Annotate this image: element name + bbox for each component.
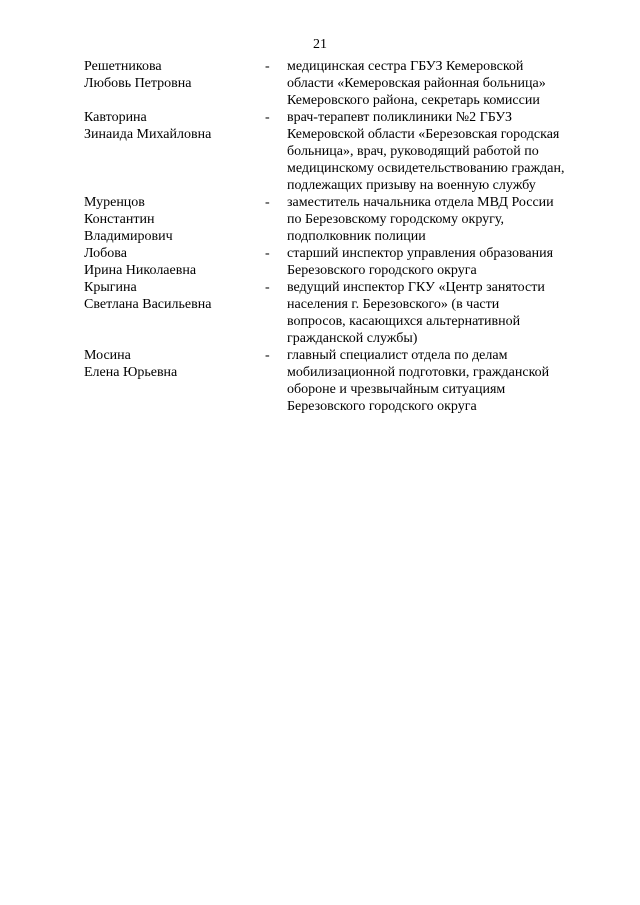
member-name: Лобова Ирина Николаевна (84, 246, 197, 278)
member-position: медицинская сестра ГБУЗ Кемеровской области «Кемеровская районная больница» Кемеровского района, секретарь комиссии (287, 59, 546, 108)
member-name: Крыгина Светлана Васильевна (84, 280, 212, 312)
member-name: Муренцов Константин Владимирович (84, 195, 173, 244)
member-entry (0, 58, 640, 109)
separator-dash: - (265, 348, 270, 363)
separator-dash: - (265, 246, 270, 261)
member-position: врач-терапевт поликлиники №2 ГБУЗ Кемеровской области «Березовская городская больница», врач, руководящий работой по медицинскому освидетельствованию граждан, подлежащих призыву на военную службу (287, 110, 565, 193)
member-position: заместитель начальника отдела МВД России по Березовскому городскому округу, подполковник полиции (287, 195, 554, 244)
member-entry (0, 245, 640, 279)
member-position: ведущий инспектор ГКУ «Центр занятости населения г. Березовского» (в части вопросов, касающихся альтернативной гражданской службы) (287, 280, 545, 346)
separator-dash: - (265, 280, 270, 295)
member-entry (0, 194, 640, 245)
separator-dash: - (265, 195, 270, 210)
page-number: 21 (313, 37, 327, 52)
member-entry (0, 279, 640, 347)
member-position: старший инспектор управления образования Березовского городского округа (287, 246, 554, 278)
member-entry (0, 347, 640, 415)
member-position: главный специалист отдела по делам мобилизационной подготовки, гражданской обороне и чрезвычайным ситуациям Березовского городского округа (287, 348, 550, 414)
commission-members-list (0, 58, 640, 415)
member-name: Кавторина Зинаида Михайловна (84, 110, 212, 142)
separator-dash: - (265, 110, 270, 125)
separator-dash: - (265, 59, 270, 74)
member-name: Мосина Елена Юрьевна (84, 348, 178, 380)
member-name: Решетникова Любовь Петровна (84, 59, 192, 91)
member-entry (0, 109, 640, 194)
